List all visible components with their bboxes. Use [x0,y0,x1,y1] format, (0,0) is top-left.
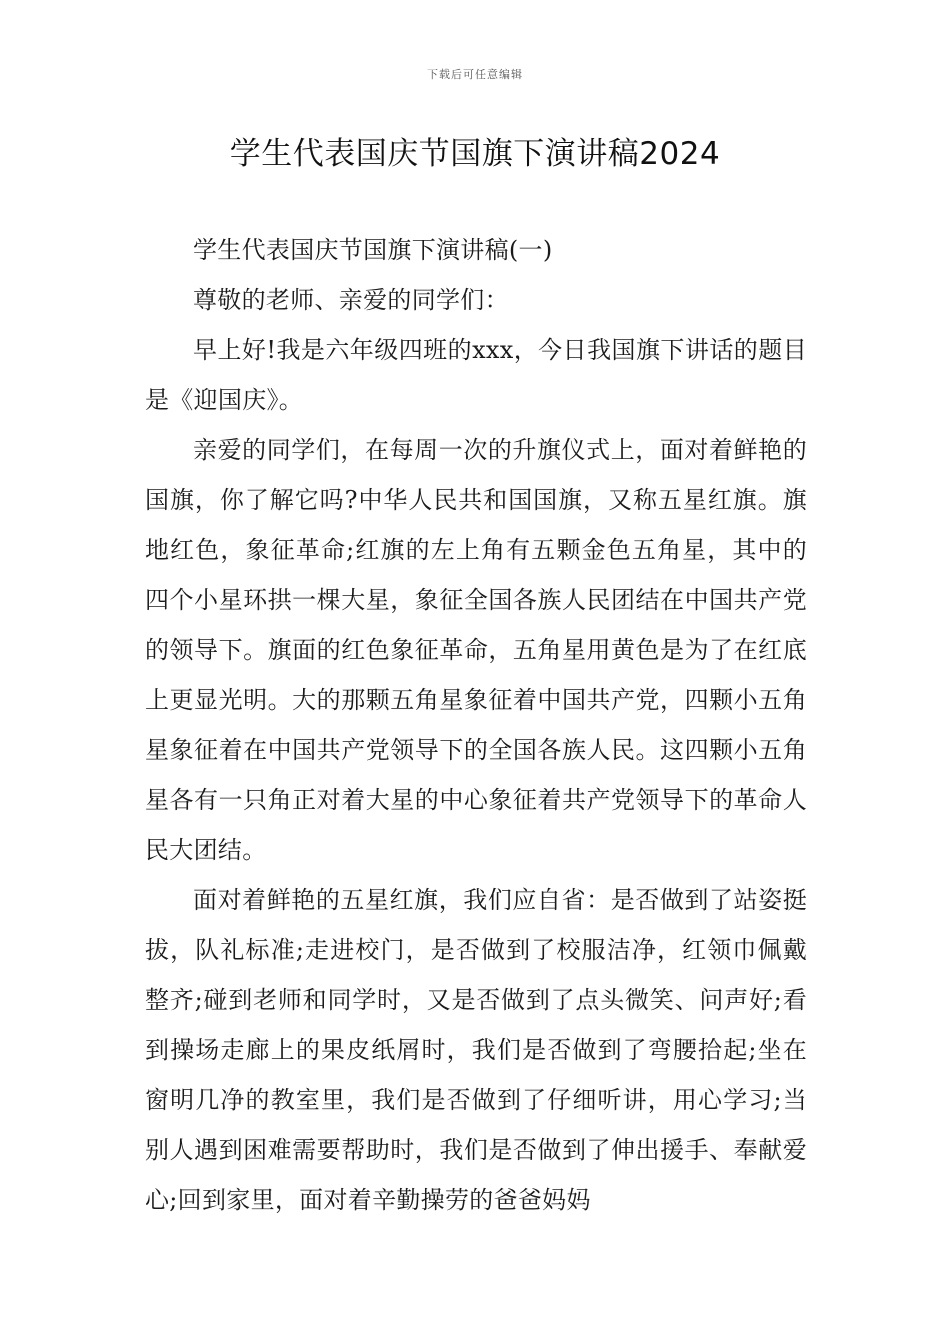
document-body [145,225,807,1225]
header-note: 下载后可任意编辑 [427,68,523,81]
paragraph-greeting: 早上好!我是六年级四班的xxx，今日我国旗下讲话的题目是《迎国庆》。 [145,336,807,414]
paragraph-self-reflection: 面对着鲜艳的五星红旗，我们应自省：是否做到了站姿挺拔，队礼标准;走进校门，是否做到了校服洁净，红领巾佩戴整齐;碰到老师和同学时，又是否做到了点头微笑、问声好;看到操场走廊上的果皮纸屑时，我们是否做到了弯腰拾起;坐在窗明几净的教室里，我们是否做到了仔细听讲，用心学习;当别人遇到困难需要帮助时，我们是否做到了伸出援手、奉献爱心;回到家里，面对着辛勤操劳的爸爸妈妈 [145,886,807,1214]
document-title: 学生代表国庆节国旗下演讲稿2024 [229,136,721,172]
paragraph-salutation: 尊敬的老师、亲爱的同学们： [193,286,509,314]
paragraph-subtitle: 学生代表国庆节国旗下演讲稿(一) [193,236,553,264]
paragraph-flag-meaning: 亲爱的同学们，在每周一次的升旗仪式上，面对着鲜艳的国旗，你了解它吗?中华人民共和国国旗，又称五星红旗。旗地红色，象征革命;红旗的左上角有五颗金色五角星，其中的四个小星环拱一棵大星，象征全国各族人民团结在中国共产党的领导下。旗面的红色象征革命，五角星用黄色是为了在红底上更显光明。大的那颗五角星象征着中国共产党，四颗小五角星象征着在中国共产党领导下的全国各族人民。这四颗小五角星各有一只角正对着大星的中心象征着共产党领导下的革命人民大团结。 [145,436,807,864]
